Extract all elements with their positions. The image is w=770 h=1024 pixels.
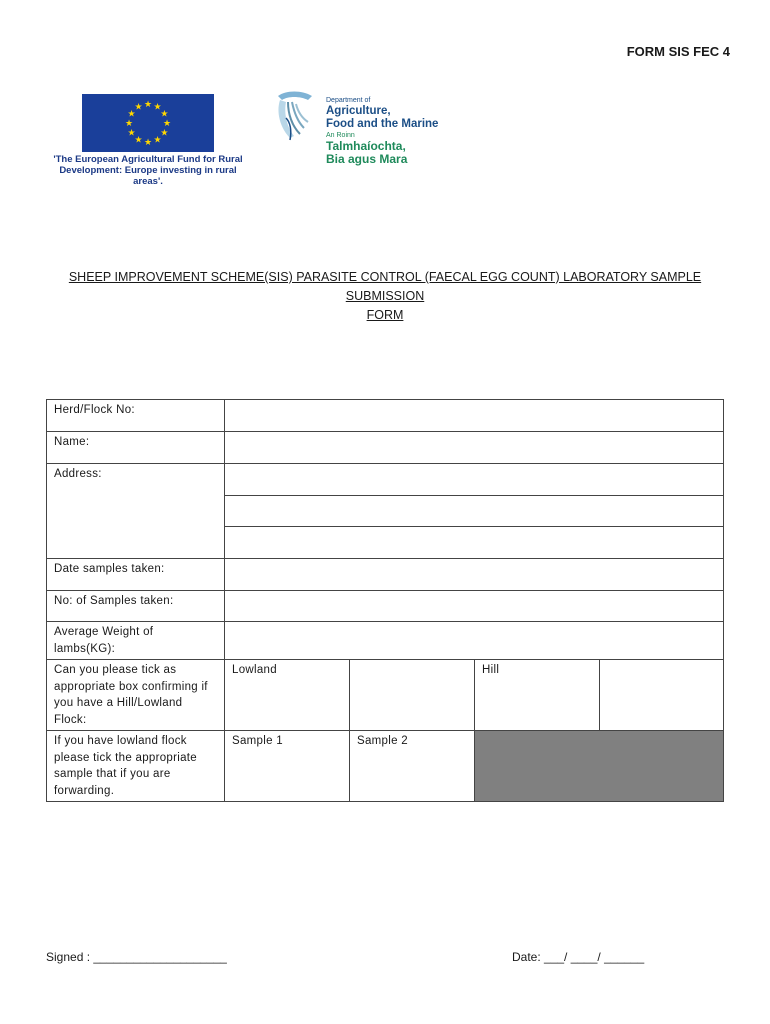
name-field[interactable] — [225, 432, 724, 464]
title-line2: FORM — [366, 308, 404, 322]
eu-star-icon: ★ — [160, 108, 169, 119]
hill-tick-box[interactable] — [600, 660, 724, 731]
eu-star-icon: ★ — [153, 134, 162, 145]
avg-weight-field[interactable] — [225, 622, 724, 660]
eu-flag-icon — [82, 94, 214, 152]
eu-star-icon: ★ — [143, 99, 153, 109]
eu-star-icon: ★ — [143, 137, 153, 147]
address-field-line1[interactable] — [225, 464, 724, 496]
dafm-line6: Bia agus Mara — [326, 151, 408, 166]
harp-icon — [272, 88, 320, 142]
dafm-line3: Food and the Marine — [326, 117, 439, 130]
date-samples-label: Date samples taken: — [47, 559, 225, 591]
eu-star-icon: ★ — [153, 101, 162, 112]
signed-line[interactable]: Signed : ____________________ — [46, 950, 227, 964]
sample1-tick-box[interactable]: Sample 1 — [225, 731, 350, 802]
herd-flock-no-label: Herd/Flock No: — [47, 400, 225, 432]
date-samples-field[interactable] — [225, 559, 724, 591]
address-field-line2[interactable] — [225, 496, 724, 527]
eu-caption: 'The European Agricultural Fund for Rural Development: Europe investing in rural areas'. — [53, 154, 243, 187]
sample2-tick-box[interactable]: Sample 2 — [350, 731, 475, 802]
submission-form-table — [46, 399, 724, 802]
title-line1: SHEEP IMPROVEMENT SCHEME(SIS) PARASITE CONTROL (FAECAL EGG COUNT) LABORATORY SAMPLE SUBMISSION — [68, 270, 702, 303]
name-label: Name: — [47, 432, 225, 464]
dafm-line2: Agriculture, — [326, 105, 391, 117]
lowland-sample-question: If you have lowland flock please tick the appropriate sample that if you are forwarding. — [47, 731, 225, 802]
dafm-line5: Talmhaíochta, — [326, 139, 406, 153]
num-samples-label: No: of Samples taken: — [47, 591, 225, 622]
dafm-line1: Department of — [326, 97, 371, 104]
form-code: FORM SIS FEC 4 — [626, 44, 730, 59]
eu-star-icon: ★ — [127, 127, 136, 138]
eu-star-icon: ★ — [162, 118, 172, 128]
herd-flock-no-field[interactable] — [225, 400, 724, 432]
eu-star-icon: ★ — [134, 101, 143, 112]
date-line[interactable]: Date: ___/ ____/ ______ — [512, 950, 645, 964]
hill-label: Hill — [475, 660, 600, 731]
address-field-line3[interactable] — [225, 527, 724, 559]
eu-star-icon: ★ — [134, 134, 143, 145]
avg-weight-label: Average Weight of lambs(KG): — [47, 622, 225, 660]
shaded-cell — [475, 731, 724, 802]
document-title — [40, 268, 730, 325]
dafm-logo — [272, 88, 492, 172]
lowland-tick-box[interactable] — [350, 660, 475, 731]
eu-star-icon: ★ — [160, 127, 169, 138]
flock-type-question: Can you please tick as appropriate box confirming if you have a Hill/Lowland Flock: — [47, 660, 225, 731]
eu-logo — [48, 94, 248, 194]
dafm-line4: An Roinn — [326, 132, 355, 139]
eu-star-icon: ★ — [124, 118, 134, 128]
address-label: Address: — [47, 464, 225, 559]
num-samples-field[interactable] — [225, 591, 724, 622]
lowland-label: Lowland — [225, 660, 350, 731]
eu-star-icon: ★ — [127, 108, 136, 119]
